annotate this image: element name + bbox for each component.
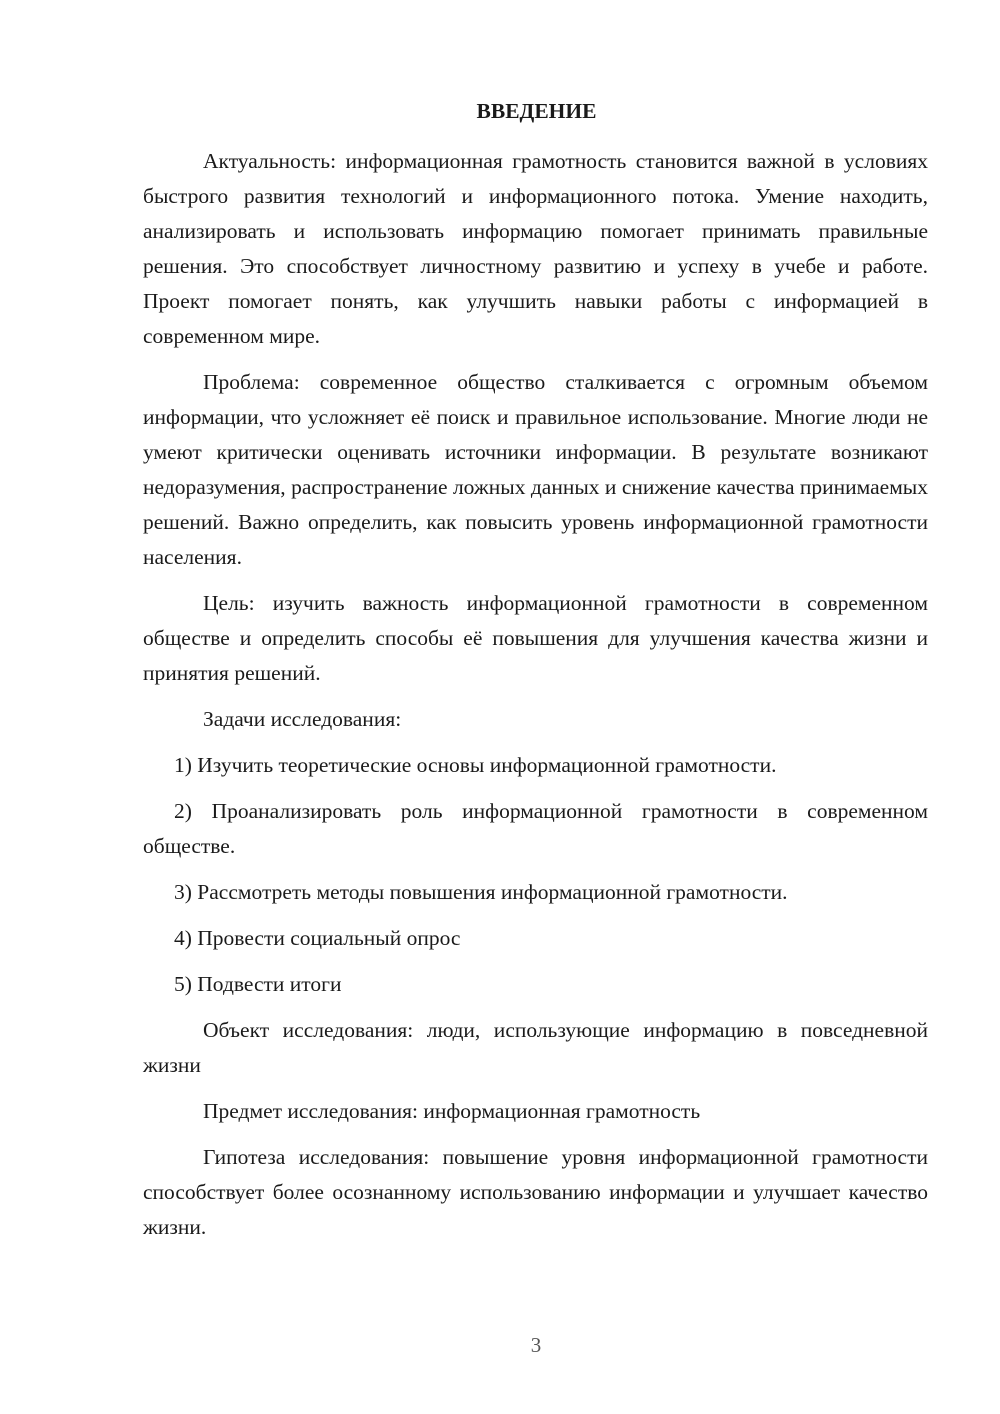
- tasks-heading: Задачи исследования:: [203, 707, 402, 731]
- paragraph-hypothesis: Гипотеза исследования: повышение уровня информационной грамотности способствует более осознанному использованию информации и улучшает качество жизни.: [143, 1145, 928, 1239]
- page-number: 3: [530, 1333, 542, 1357]
- task-item-3: 3) Рассмотреть методы повышения информационной грамотности.: [174, 880, 788, 904]
- page-content: [143, 96, 928, 1256]
- paragraph-relevance: Актуальность: информационная грамотность становится важной в условиях быстрого развития технологий и информационного потока. Умение находить, анализировать и использовать информацию помогает принимать правильные решения. Это способствует личностному развитию и успеху в учебе и работе. Проект помогает понять, как улучшить навыки работы с информацией в современном мире.: [143, 149, 928, 348]
- paragraph-subject: Предмет исследования: информационная грамотность: [203, 1099, 701, 1123]
- task-item-5: 5) Подвести итоги: [174, 972, 342, 996]
- paragraph-problem: Проблема: современное общество сталкивается с огромным объемом информации, что усложняет её поиск и правильное использование. Многие люди не умеют критически оценивать источники информации. В результате возникают недоразумения, распространение ложных данных и снижение качества принимаемых решений. Важно определить, как повысить уровень информационной грамотности населения.: [143, 370, 928, 569]
- paragraph-object: Объект исследования: люди, использующие информацию в повседневной жизни: [143, 1018, 928, 1077]
- task-item-4: 4) Провести социальный опрос: [174, 926, 461, 950]
- paragraph-goal: Цель: изучить важность информационной грамотности в современном обществе и определить способы её повышения для улучшения качества жизни и принятия решений.: [143, 591, 928, 685]
- task-item-2: 2) Проанализировать роль информационной грамотности в современном обществе.: [143, 799, 928, 858]
- task-item-1: 1) Изучить теоретические основы информационной грамотности.: [174, 753, 777, 777]
- section-title: ВВЕДЕНИЕ: [476, 99, 597, 123]
